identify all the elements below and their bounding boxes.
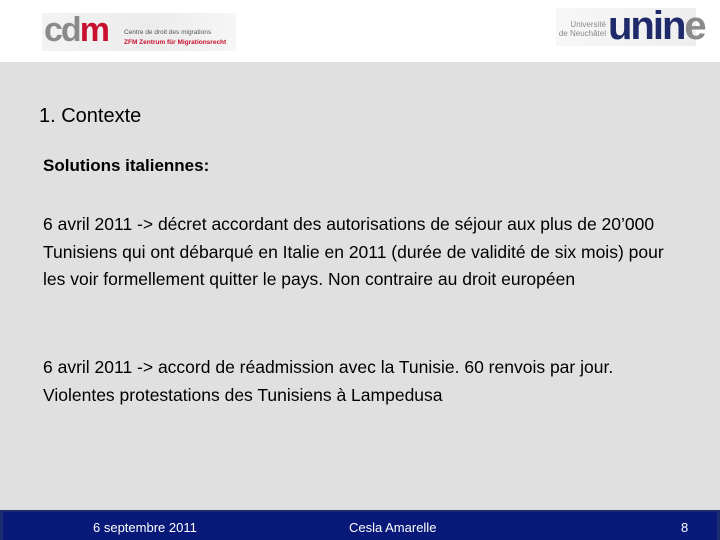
header-bar (0, 0, 720, 62)
slide-title: 1. Contexte (39, 105, 142, 127)
footer-author: Cesla Amarelle (349, 520, 437, 535)
slide-subtitle: Solutions italiennes: (43, 156, 210, 175)
unine-logo (556, 4, 705, 48)
footer-page-number: 8 (681, 520, 689, 535)
cdm-logo-mark: cdm (44, 11, 108, 49)
cdm-logo (42, 13, 236, 51)
unine-university-name (558, 20, 606, 38)
cdm-logo-line2: ZFM Zentrum für Migrationsrecht (124, 39, 227, 46)
unine-university-line2: de Neuchâtel (558, 29, 606, 38)
slide-content (0, 62, 720, 510)
paragraph-1: 6 avril 2011 -> décret accordant des autorisations de séjour aux plus de 20’000 Tunisiens qui ont débarqué en Italie en 2011 (durée de validité de six mois) pour les voir formellement quitter le pays. Non contraire au droit européen (43, 214, 664, 289)
unine-university-line1: Université (570, 20, 606, 29)
unine-wordmark: unine (608, 4, 705, 48)
footer-date: 6 septembre 2011 (93, 520, 197, 535)
paragraph-2: 6 avril 2011 -> accord de réadmission avec la Tunisie. 60 renvois par jour. Violentes protestations des Tunisiens à Lampedusa (43, 357, 614, 405)
footer-panel (3, 512, 717, 540)
footer-bar (0, 510, 720, 540)
cdm-logo-line1: Centre de droit des migrations (124, 29, 212, 36)
